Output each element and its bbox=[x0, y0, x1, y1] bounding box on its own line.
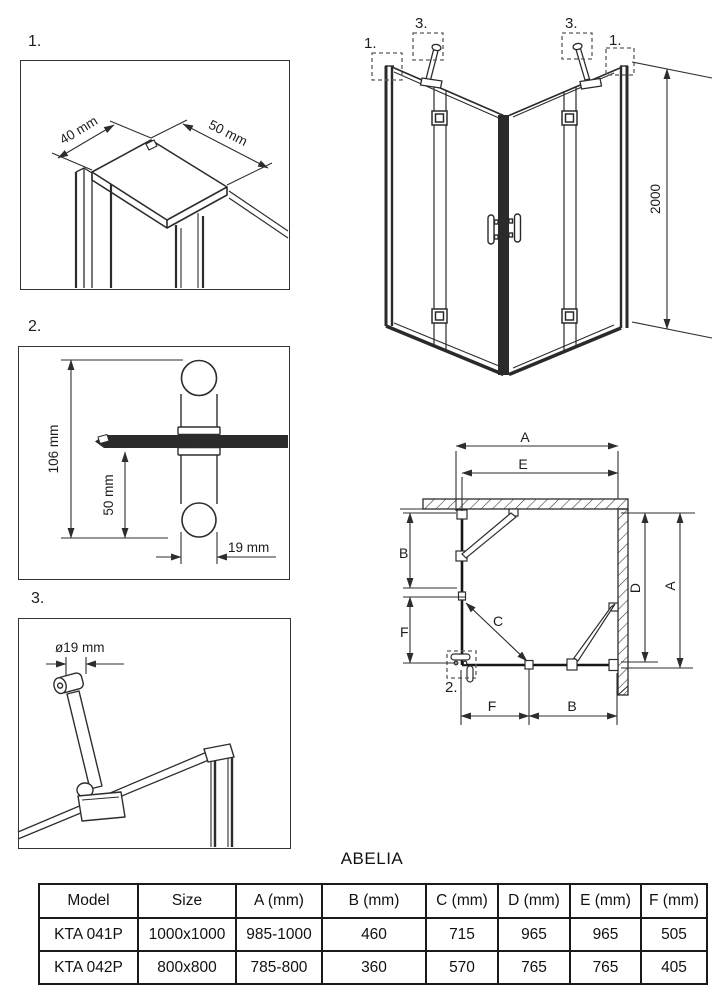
dim-106mm-label: 106 mm bbox=[46, 424, 61, 474]
cell-model: KTA 041P bbox=[39, 918, 138, 951]
col-e: E (mm) bbox=[570, 884, 641, 918]
cell-f: 505 bbox=[641, 918, 707, 951]
detail3-drawing bbox=[18, 618, 289, 847]
dimension-106mm bbox=[61, 360, 183, 538]
cell-size: 1000x1000 bbox=[138, 918, 236, 951]
dim-2000-label: 2000 bbox=[648, 183, 663, 215]
dim-c-label: C bbox=[493, 613, 504, 629]
iso-callout-3-right: 3. bbox=[565, 15, 578, 32]
cell-f: 405 bbox=[641, 951, 707, 984]
brackets-plan bbox=[456, 510, 618, 671]
glass-panel-topview bbox=[95, 435, 288, 449]
spec-table bbox=[38, 883, 708, 985]
detail1-drawing bbox=[20, 60, 288, 288]
iso-callout-1-right: 1. bbox=[609, 32, 622, 49]
col-size: Size bbox=[138, 884, 236, 918]
top-bracket-plate bbox=[92, 140, 227, 228]
left-wall-profile bbox=[385, 66, 394, 326]
iso-callout-1-left: 1. bbox=[364, 35, 377, 52]
cell-e: 765 bbox=[570, 951, 641, 984]
dim-40mm-label: 40 mm bbox=[57, 113, 101, 148]
detail1-label: 1. bbox=[28, 33, 42, 50]
wall-profile-d3 bbox=[204, 744, 234, 847]
right-wall-profile bbox=[620, 66, 628, 328]
dim-f-left-label: F bbox=[400, 624, 409, 640]
cell-d: 765 bbox=[498, 951, 570, 984]
corner-post bbox=[498, 115, 509, 375]
dim-e-label: E bbox=[518, 456, 528, 472]
dim-a-right-label: A bbox=[662, 581, 678, 591]
dimension-dia19 bbox=[46, 657, 124, 676]
support-bars-plan bbox=[462, 509, 618, 661]
plan-view-drawing bbox=[395, 425, 727, 750]
plan-callout-2: 2. bbox=[445, 679, 458, 696]
support-bars bbox=[421, 43, 602, 89]
table-row bbox=[39, 918, 707, 951]
dimension-c bbox=[466, 603, 527, 661]
cell-model: KTA 042P bbox=[39, 951, 138, 984]
cell-a: 985-1000 bbox=[236, 918, 322, 951]
support-bar bbox=[52, 672, 125, 821]
col-b: B (mm) bbox=[322, 884, 426, 918]
iso-view-drawing bbox=[358, 8, 724, 394]
iso-callout-3-left: 3. bbox=[415, 15, 428, 32]
dim-19mm-label: 19 mm bbox=[228, 540, 270, 555]
product-title: ABELIA bbox=[340, 849, 404, 868]
callout-boxes bbox=[372, 33, 634, 80]
table-row bbox=[39, 951, 707, 984]
dim-a-top-label: A bbox=[520, 429, 530, 445]
detail2-drawing bbox=[18, 346, 288, 578]
cell-size: 800x800 bbox=[138, 951, 236, 984]
dimension-f-b-bottom bbox=[461, 669, 617, 725]
cell-b: 360 bbox=[322, 951, 426, 984]
cell-b: 460 bbox=[322, 918, 426, 951]
dimension-2000 bbox=[632, 62, 712, 338]
cell-e: 965 bbox=[570, 918, 641, 951]
col-c: C (mm) bbox=[426, 884, 498, 918]
dim-dia19-label: ø19 mm bbox=[55, 640, 105, 655]
col-d: D (mm) bbox=[498, 884, 570, 918]
col-model: Model bbox=[39, 884, 138, 918]
dimension-b-left bbox=[403, 513, 465, 663]
table-header-row bbox=[39, 884, 707, 918]
cell-c: 570 bbox=[426, 951, 498, 984]
dim-d-label: D bbox=[627, 582, 643, 594]
wall-profile bbox=[76, 168, 111, 288]
dim-50mm-d2-label: 50 mm bbox=[101, 474, 116, 516]
cell-d: 965 bbox=[498, 918, 570, 951]
dim-b-bottom-label: B bbox=[567, 698, 577, 714]
handle-knob-topview bbox=[178, 361, 220, 538]
cell-a: 785-800 bbox=[236, 951, 322, 984]
col-a: A (mm) bbox=[236, 884, 322, 918]
detail2-label: 2. bbox=[28, 318, 42, 335]
dim-50mm-label: 50 mm bbox=[206, 116, 250, 150]
cell-c: 715 bbox=[426, 918, 498, 951]
col-f: F (mm) bbox=[641, 884, 707, 918]
detail3-label: 3. bbox=[31, 590, 45, 607]
dim-f-bottom-label: F bbox=[487, 698, 497, 714]
dim-b-left-label: B bbox=[399, 545, 409, 561]
